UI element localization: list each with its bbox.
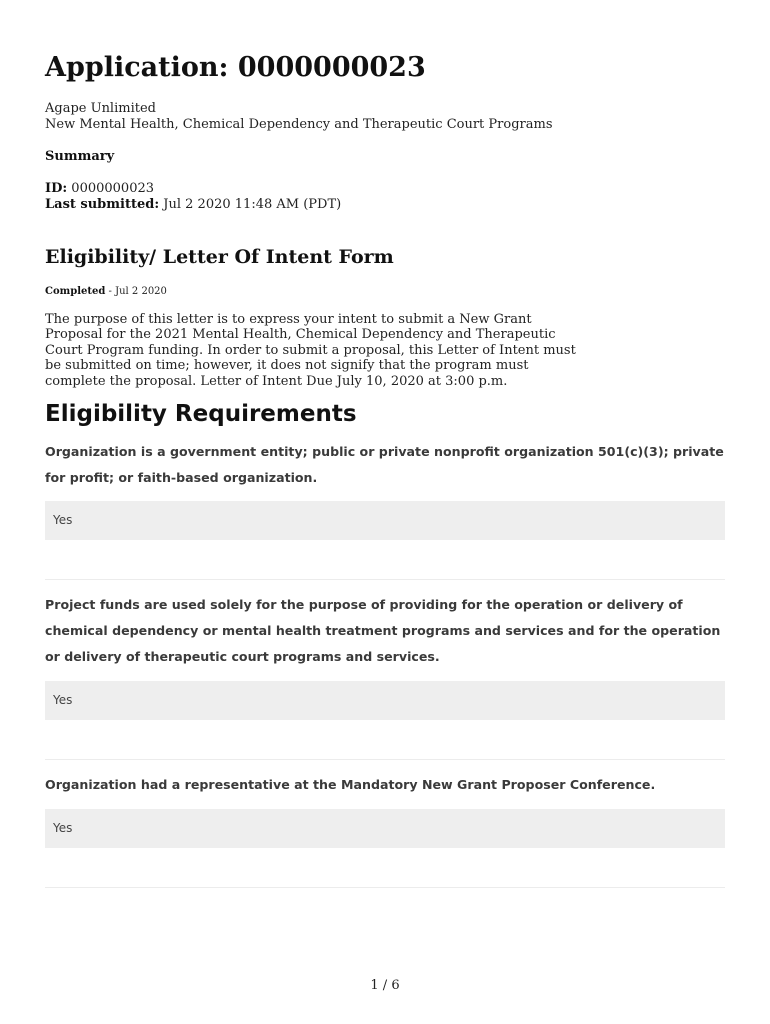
requirement-question-2: [45, 592, 735, 670]
page-title: Application: 0000000023: [45, 52, 426, 83]
section-divider: [45, 579, 725, 580]
requirement-question-1: [45, 439, 735, 491]
status-date: - Jul 2 2020: [108, 286, 167, 297]
id-label: ID:: [45, 181, 68, 196]
requirement-answer-1: Yes: [45, 501, 725, 540]
status-badge: Completed: [45, 286, 106, 297]
requirement-answer-3: Yes: [45, 809, 725, 848]
question-line: chemical dependency or mental health treatment programs and services and for the operation: [45, 623, 721, 638]
intent-paragraph: [45, 312, 576, 389]
id-row: [45, 181, 341, 197]
question-line: Project funds are used solely for the purpose of providing for the operation or delivery of: [45, 597, 683, 612]
question-line: Organization is a government entity; public or private nonprofit organization 501(c)(3); private: [45, 444, 724, 459]
intent-line: complete the proposal. Letter of Intent Due July 10, 2020 at 3:00 p.m.: [45, 373, 508, 389]
last-submitted-value: Jul 2 2020 11:48 AM (PDT): [163, 197, 342, 212]
last-submitted-row: [45, 197, 341, 213]
organization-name: Agape Unlimited: [45, 101, 156, 116]
page-number: 1 / 6: [370, 978, 400, 993]
question-line: or delivery of therapeutic court programs and services.: [45, 649, 440, 664]
form-status-line: [45, 285, 167, 299]
form-title: Eligibility/ Letter Of Intent Form: [45, 246, 394, 268]
program-name: New Mental Health, Chemical Dependency and Therapeutic Court Programs: [45, 117, 553, 132]
question-line: for profit; or faith-based organization.: [45, 470, 318, 485]
summary-heading: Summary: [45, 149, 115, 164]
section-divider: [45, 887, 725, 888]
requirements-heading: Eligibility Requirements: [45, 401, 357, 427]
intent-line: The purpose of this letter is to express your intent to submit a New Grant: [45, 312, 532, 327]
last-submitted-label: Last submitted:: [45, 197, 160, 212]
intent-line: be submitted on time; however, it does not signify that the program must: [45, 358, 529, 374]
section-divider: [45, 759, 725, 760]
intent-line: Court Program funding. In order to submit a proposal, this Letter of Intent must: [45, 342, 576, 358]
requirement-answer-2: Yes: [45, 681, 725, 720]
intent-line: Proposal for the 2021 Mental Health, Chemical Dependency and Therapeutic: [45, 327, 556, 343]
summary-details: [45, 181, 341, 213]
question-line: Organization had a representative at the Mandatory New Grant Proposer Conference.: [45, 777, 656, 792]
id-value: 0000000023: [71, 181, 155, 196]
organization-block: [45, 101, 553, 133]
requirement-question-3: [45, 772, 735, 798]
